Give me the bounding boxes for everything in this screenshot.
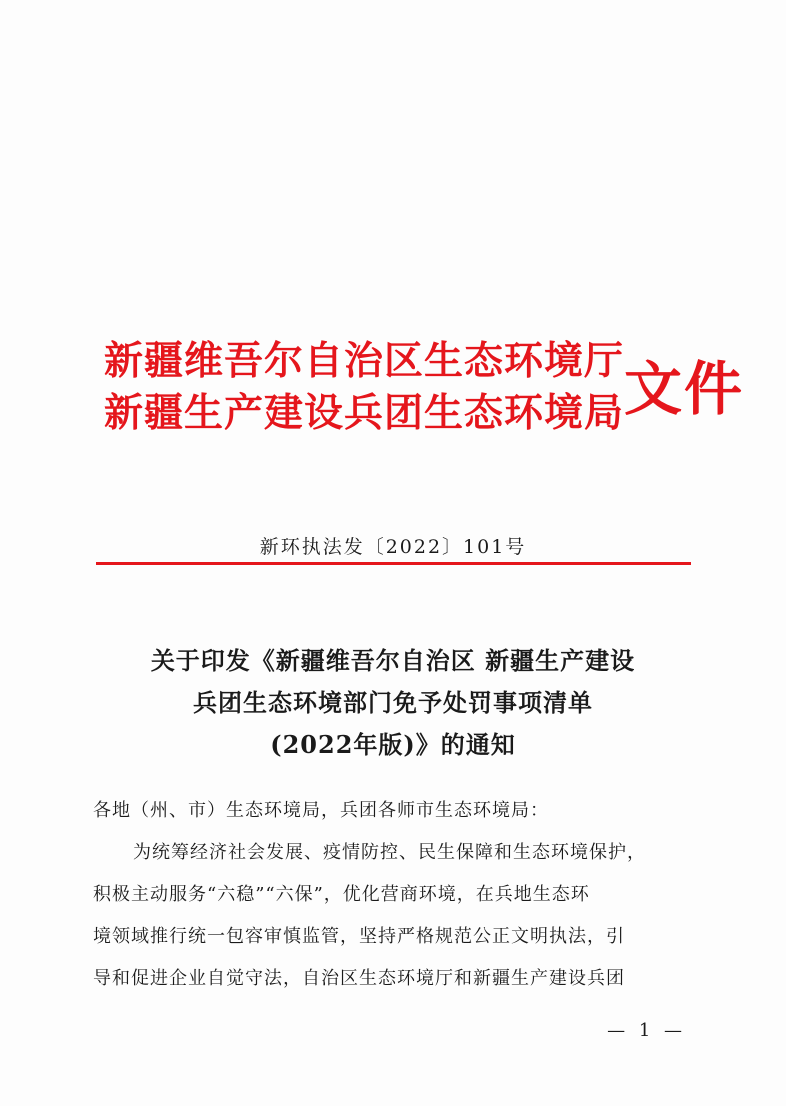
title-line: (2022年版)》的通知 (270, 730, 516, 759)
title-line: 关于印发《新疆维吾尔自治区 新疆生产建设 (150, 646, 636, 675)
body-line: 为统筹经济社会发展、疫情防控、民生保障和生态环境保护， (133, 842, 646, 863)
body-line: 境领域推行统一包容审慎监管，坚持严格规范公正文明执法，引 (93, 926, 625, 947)
red-header (104, 336, 745, 446)
page-number: — 1 — (607, 1020, 686, 1041)
document-number: 新环执法发〔2022〕101号 (259, 536, 527, 558)
document-title (60, 640, 726, 766)
document-body (93, 790, 705, 1000)
issuer-name-1: 新疆维吾尔自治区生态环境厅 (104, 339, 625, 384)
document-type-label: 文件 (624, 355, 745, 423)
title-line: 兵团生态环境部门免予处罚事项清单 (193, 688, 593, 717)
body-line: 导和促进企业自觉守法，自治区生态环境厅和新疆生产建设兵团 (93, 968, 625, 989)
issuer-name-2: 新疆生产建设兵团生态环境局 (104, 391, 625, 436)
red-divider-line (96, 562, 691, 565)
body-line: 积极主动服务“六稳”“六保”，优化营商环境，在兵地生态环 (93, 884, 590, 905)
salutation: 各地（州、市）生态环境局，兵团各师市生态环境局： (93, 800, 549, 821)
